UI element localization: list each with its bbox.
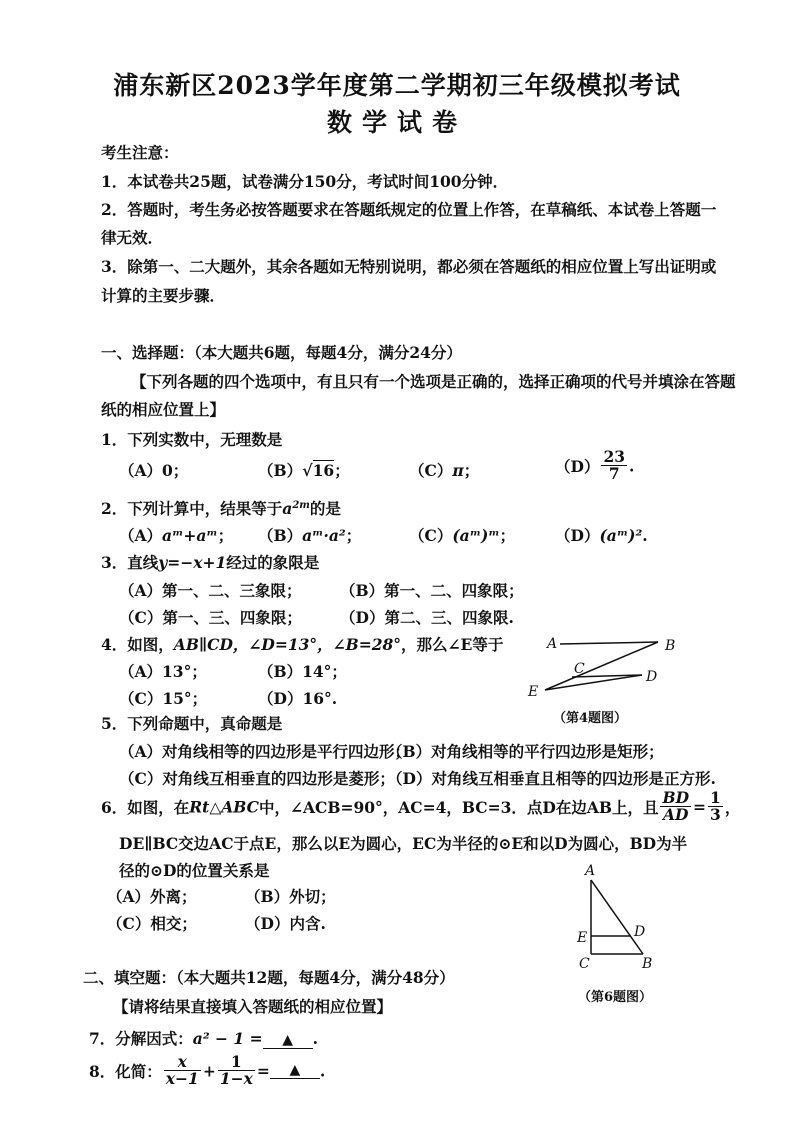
notice-heading: 考生注意：: [101, 143, 179, 162]
q6-line-1: 6．如图，在Rt△ABC中，∠ACB=90°，AC=4，BC=3．点D在边AB上，且 $\frac{BD}{AD}$ = $\frac{1}{3}$ ，: [101, 788, 741, 825]
section-2-heading: 二、填空题：（本大题共12题，每题4分，满分48分）: [83, 968, 455, 987]
section-1-instruction-line-1: 【下列各题的四个选项中，有且只有一个选项是正确的，选择正确项的代号并填涂在答题: [131, 372, 736, 391]
q5-stem: 5．下列命题中，真命题是: [101, 714, 283, 733]
q4-stem: 4．如图，AB∥CD，∠D=13°，∠B=28°，那么∠E等于: [101, 635, 504, 654]
q4-line-ab: [560, 642, 658, 644]
notice-item-3-line-1: 3．除第一、二大题外，其余各题如无特别说明，都必须在答题纸的相应位置上写出证明或: [101, 257, 717, 276]
q4-option-a: （A）13°；: [119, 662, 207, 681]
q1-option-b: （B）√16；: [258, 461, 350, 480]
q4-label-d: D: [646, 669, 658, 685]
q4-figure: [520, 628, 700, 708]
q1-option-a: （A）0；: [119, 461, 189, 480]
q5-option-a: （A）对角线相等的四边形是平行四边形；: [119, 742, 411, 761]
q3-option-d: （D）第二、三、四象限.: [340, 608, 514, 627]
notice-item-2-line-1: 2．答题时，考生务必按答题要求在答题纸规定的位置上作答，在草稿纸、本试卷上答题一: [101, 200, 717, 219]
page-title: 浦东新区2023学年度第二学期初三年级模拟考试: [113, 71, 681, 100]
q4-option-d: （D）16°.: [258, 689, 338, 708]
q8-answer-blank: ▲: [270, 1062, 320, 1079]
q4-option-c: （C）15°；: [119, 689, 208, 708]
q2-option-d: （D）(aᵐ)².: [555, 526, 648, 545]
q3-option-c: （C）第一、三、四象限；: [119, 608, 302, 627]
q3-option-b: （B）第一、二、四象限；: [340, 581, 524, 600]
q2-option-a: （A）aᵐ+aᵐ；: [119, 526, 234, 545]
q4-option-b: （B）14°；: [258, 662, 347, 681]
q7-answer-blank: ▲: [263, 1032, 313, 1049]
q6-label-e: E: [577, 930, 588, 946]
q6-line-2: DE∥BC交边AC于点E，那么以E为圆心，EC为半径的⊙E和以D为圆心，BD为半: [119, 834, 688, 853]
q6-label-b: B: [642, 956, 653, 972]
q8: 8．化简： $\frac{x}{x-1}$ + $\frac{1}{1-x}$ = ▲ .: [89, 1052, 326, 1089]
q1-stem: 1．下列实数中，无理数是: [101, 430, 283, 449]
q6-segment-ab: [591, 880, 646, 954]
q4-caption: （第4题图）: [553, 711, 628, 726]
notice-item-1: 1．本试卷共25题，试卷满分150分，考试时间100分钟．: [101, 172, 509, 191]
q3-stem: 3．直线y=−x+1经过的象限是: [101, 553, 320, 572]
notice-item-2-line-2: 律无效．: [101, 228, 164, 247]
q5-option-c: （C）对角线互相垂直的四边形是菱形；: [119, 769, 395, 788]
q7: 7．分解因式：a² − 1 = ▲ .: [89, 1029, 318, 1048]
q3-option-a: （A）第一、二、三象限；: [119, 581, 302, 600]
q6-option-b: （B）外切；: [245, 887, 336, 906]
q6-label-c: C: [579, 956, 590, 972]
q4-label-c: C: [574, 661, 585, 677]
section-1-instruction-line-2: 纸的相应位置上】: [101, 400, 226, 419]
section-1-heading: 一、选择题：（本大题共6题，每题4分，满分24分）: [101, 343, 462, 362]
q5-option-b: （B）对角线相等的平行四边形是矩形；: [387, 742, 664, 761]
q6-option-c: （C）相交；: [107, 914, 197, 933]
q6-label-d: D: [634, 924, 646, 940]
q2-stem: 2．下列计算中，结果等于$a^{2m}$的是: [101, 499, 341, 518]
q1-option-c: （C）π；: [409, 461, 480, 480]
page-subtitle: 数学试卷: [326, 108, 467, 137]
q4-line-ed: [545, 675, 642, 690]
q2-option-b: （B）aᵐ·a²；: [258, 526, 362, 545]
q4-label-e: E: [528, 684, 539, 700]
q6-label-a: A: [585, 863, 596, 879]
q6-figure: [560, 858, 670, 978]
q6-caption: （第6题图）: [578, 990, 653, 1005]
q4-line-be: [545, 642, 658, 690]
q1-option-d: （D） $\frac{23}{7}$ .: [555, 447, 635, 484]
q5-option-d: （D）对角线互相垂直且相等的四边形是正方形.: [387, 769, 716, 788]
q4-label-a: A: [547, 636, 558, 652]
q2-option-c: （C）(aᵐ)ᵐ；: [409, 526, 516, 545]
q6-option-d: （D）内含.: [245, 914, 326, 933]
q6-option-a: （A）外离；: [107, 887, 197, 906]
section-2-instruction: 【请将结果直接填入答题纸的相应位置】: [113, 997, 393, 1016]
q4-label-b: B: [665, 638, 676, 654]
q6-line-3: 径的⊙D的位置关系是: [119, 861, 270, 880]
notice-item-3-line-2: 计算的主要步骤．: [101, 286, 226, 305]
